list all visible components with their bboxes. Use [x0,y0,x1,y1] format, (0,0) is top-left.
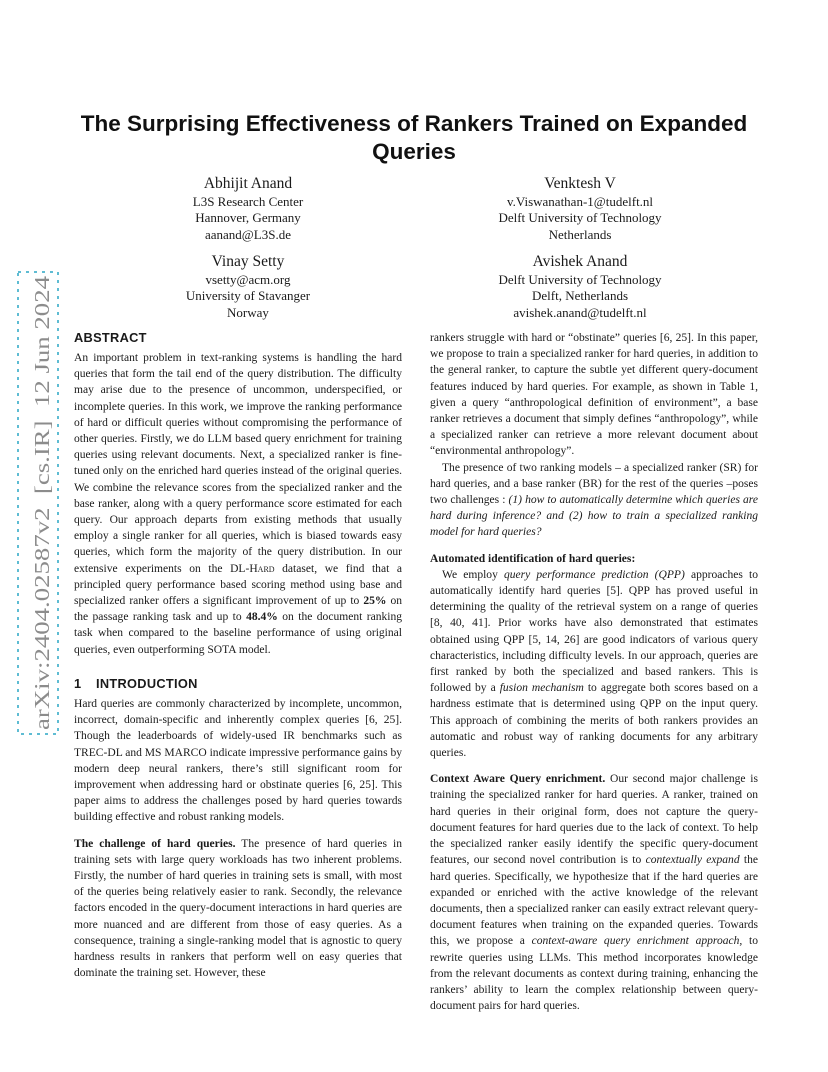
author-email: v.Viswanathan-1@tudelft.nl [506,194,654,209]
abstract-text: An important problem in text-ranking systems is handling the hard queries that form the tail end of the query distribution. The difficulty may arise due to the presence of uncommon, underspecified, or incomplete queries. In this work, we improve the ranking performance of hard or difficult queries without compromising the performance of other queries. Firstly, we do LLM based query enrichment for training queries using relevant documents. Next, a specialized ranker is fine-tuned only on the enriched hard queries instead of the original queries. We combine the relevance scores from the specialized ranker and the base ranker, along with a query performance score estimated for each query. Our approach departs from existing methods that usually employ a single ranker for all queries, which is biased towards easy queries, which form the majority of the query distribution. In our extensive experiments on the DL- [74,352,402,575]
author-email: avishek.anand@tudelft.nl [513,304,647,320]
author-name: Abhijit Anand [203,175,293,192]
right-paragraph-4 [430,771,758,1014]
section-title: INTRODUCTION [96,676,198,691]
paragraph-text: Our second major challenge is training the specialized ranker for hard queries. A ranker, trained on hard queries in their original form, does not capture the query-document features for hard queries due to the lack of context. To help the specialized ranker easily identify the specific query-document features, our second novel contribution is to [430,773,758,867]
paragraph-text: to rewrite queries using LLMs. This method incorporates knowledge from the relevant documents as context during training, enhancing the rankers’ ability to learn the complex relationship between query-document pairs for hard queries. [430,935,758,1013]
author-affiliation: Delft University of Technology [498,272,662,287]
paragraph-text: approaches to automatically identify hard queries [5]. QPP has proved useful in determining the quality of the retrieval system on a range of queries [8, 40, 41]. Prior works have also demonstrated that estimates obtained using QPP [5, 14, 26] are good indicators of various query characteristics, including difficulty levels. In our approach, queries are first ranked by both the specialized and based rankers. This is followed by a [430,568,758,695]
abstract-text: on the document ranking task when compared to the baseline performance of using original queries, even outperforming SOTA model. [74,611,403,656]
author-affiliation: University of Stavanger [185,288,311,304]
paragraph-text: to aggregate both scores based on a hardness estimate that is determined using QPP on the input query. This approach of combining the merits of both rankers provides an automatic and robust way of ranking documents for any arbitrary queries. [430,682,758,760]
document-improvement: 48.4% [246,611,278,624]
author-location: Delft, Netherlands [531,288,629,304]
arxiv-stamp [14,268,62,738]
abstract-text: on the passage ranking task and up to [74,595,402,624]
paper-title: The Surprising Effectiveness of Rankers Trained on Expanded Queries [80,111,748,164]
right-paragraph-2 [430,460,758,541]
challenge-heading: The challenge of hard queries. [74,837,236,850]
author-location: Norway [227,304,269,320]
passage-improvement: 25% [363,595,387,608]
paragraph-text: We employ [442,568,504,581]
abstract-heading: ABSTRACT [74,330,147,345]
subsection-colon: : [631,552,636,565]
section-number: 1 [74,676,82,691]
enrichment-approach-term: context-aware query enrichment approach, [531,935,743,948]
paragraph-text: the hard queries. Specifically, we hypothesize that if the hard queries are expanded or enriched with the active knowledge of the relevant documents, then a specialized ranker can easily extract relevant query-document features when training on the expanded queries. Towards this, we propose a [430,854,758,948]
challenge-text: The presence of hard queries in training sets with large query workloads has two inherent problems. Firstly, the number of hard queries in training sets is small, with most of the queries being relatively easier to rank. Secondly, the relevance factors encoded in the query-document interactions in hard queries are more nuanced and are different from those of easy queries. As a consequence, training a single-ranking model that is agnostic to query hardness results in rankers that perform well on easy queries that dominate the training set. However, these [74,837,402,980]
right-paragraph-1: rankers struggle with hard or “obstinate” queries [6, 25]. In this paper, we propose to train a specialized ranker for hard queries, in addition to the general ranker, to capture the subtle yet different query-document features induced by hard queries. For example, as shown in Table 1, given a query “anthropological definition of environment”, a base ranker retrieves a document that simply defines “anthropology”, while a specialized ranker can retrieve a more relevant document about “environmental anthropology”. [430,332,758,458]
arxiv-stamp-text: arXiv:2404.02587v2 [cs.IR] 12 Jun 2024 [30,365,54,730]
author-name: Avishek Anand [532,253,628,270]
author-name: Vinay Setty [211,253,285,270]
author-email: aanand@L3S.de [205,226,291,242]
abstract-paragraph [74,350,402,658]
author-affiliation: Delft University of Technology [498,210,662,226]
author-location: Hannover, Germany [195,210,301,226]
author-email: vsetty@acm.org [205,272,291,287]
qpp-term: query performance prediction (QPP) [503,568,685,581]
author-block-2 [470,174,690,243]
research-questions: (1) how to automatically determine which queries are hard during inference? and (2) how to train a specialized ranking model for hard queries? [430,494,758,539]
paragraph-text: The presence of two ranking models – a specialized ranker (SR) for hard queries, and a base ranker (BR) for the rest of the queries –poses two challenges : [430,461,758,507]
right-column [430,330,758,1014]
abstract-text: dataset, we find that a principled query performance based scoring method using base and specialized ranker offers a significant improvement of up to [74,562,402,608]
abstract-section [74,330,402,658]
intro-paragraph-2 [74,836,402,982]
right-paragraph-3 [430,567,758,761]
fusion-term: fusion mechanism [499,682,584,695]
author-block-3 [148,252,348,321]
author-name: Venktesh V [544,175,616,192]
auto-identification-heading [430,551,758,567]
intro-paragraph-1: Hard queries are commonly characterized by incomplete, uncommon, incorrect, domain-specific and inherently complex queries [6, 25]. Though the leaderboards of widely-used IR benchmarks such as TREC-DL and MS MARCO indicate impressive performance gains by modern deep neural rankers, there’s still significant room for improvement when addressing hard or obstinate queries [6, 25]. This paper aims to address the challenges posed by hard queries towards building effective and robust ranking models. [74,698,402,824]
dataset-name: Hard [249,562,275,575]
author-affiliation: L3S Research Center [192,194,304,209]
introduction-heading [74,676,402,692]
author-location: Netherlands [548,226,612,242]
contextually-expand-term: contextually expand [645,854,740,867]
context-enrichment-heading: Context Aware Query enrichment. [430,773,606,786]
subsection-title: Automated identification of hard queries [430,552,632,565]
author-block-1 [148,174,348,243]
author-block-4 [470,252,690,321]
introduction-section [74,676,402,981]
